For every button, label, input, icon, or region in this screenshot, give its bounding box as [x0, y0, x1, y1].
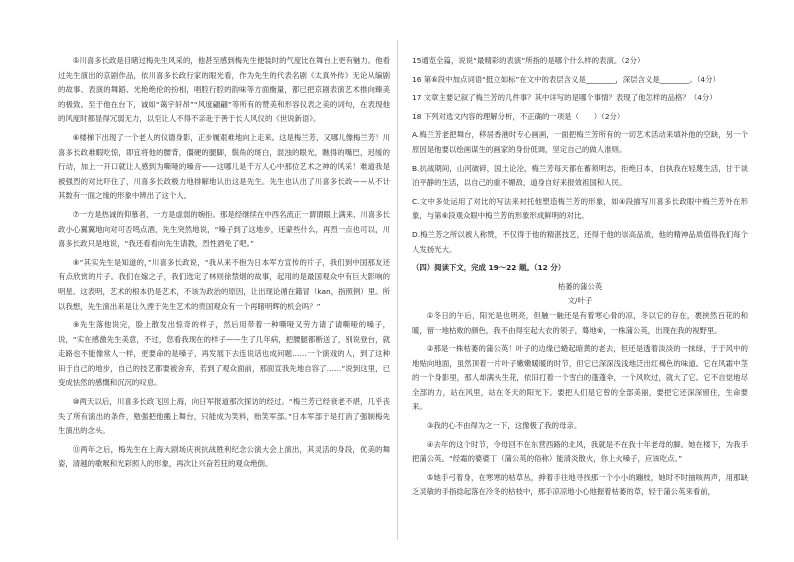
- left-paragraph-9: ⑨先生落他说完，脸上散发出惊奇的样子，然后用带着一种嘶哑又劳力请了请嘶哑的嗓子，说，“实在感激先生美意，不过，您看我现在的样子——生了几年病，把腰腿都断送了，别说登台，就走路也不能像常人一样，更要命的是嗓子，再发展下去连说话也成问题……一个演戏的人，到了这种田于自己的地步，自己的技艺都要被舍弃，若到了观众面前，那面宣我先地自容了……”说到这里，已变成怯然的感慨和沉沉的叹息。: [58, 320, 390, 388]
- essay-paragraph-3: ③我的心不由得为之一下，这像极了我的母亲。: [426, 421, 582, 431]
- option-a: A.梅兰芳老把舞台，移居香港时专心画画，一面把梅兰芳所有的一切艺术活动来填补他的空缺，另一个原因是他要以绘画谋生的画家的身份低调，坚定自己的做人准则。: [412, 130, 748, 154]
- left-paragraph-6: ⑥楼梯下出现了一个老人的仪德身影，正步履艰难地向上走来。这是梅兰芳，又哪儿像梅兰芳！川喜多长政难暇吃惊，即宜将他的腰背，僵硬的腿脚，鬓角的斑白，混浊的眼光，瞧得的嘴巴，迟缓的行动，加上一开口就让人感到为嘶哑的嗓音——这哪儿是千万人心中那位艺术之神的风采！难道我是被强烈的对比吓住了，川喜多长政极力地排解地认出这是先生。先生也认出了川喜多长政——从不计其数有一面之缘的形象中辨出了这个人。: [58, 132, 390, 201]
- essay-title: 枯萎的蒲公英: [557, 281, 603, 291]
- essay-paragraph-1: ①冬日的午后，阳光是也明亮，但触一触还是有着寒心骨的凉，冬以它的存在，裹挟然百花的和暖，留一地枯败的颜色，我不由得至起大衣的领子，蓦地⑥，一株蒲公英，出现在我的视野里。: [412, 310, 748, 335]
- question-16: 16 第⑥段中加点词语“挺立如标”在文中的表层含义是________，深层含义是________。（4分）: [412, 74, 720, 84]
- right-column: [412, 54, 748, 504]
- left-paragraph-8: ⑧“其实先生是知道的，”川喜多长政说，“我从来不抱为日本军方宣传的片子，我们到中国那友还有点欣赏的片子。我们在嫁之子，我们选定了林则徐禁烟的故事，起用的是最国观众中有巨大影响的明星。这表明，艺术的根本仍是艺术，不该为政治的原因，让出现论循在籍冒（kan，指照例）里。所以我想，先生演出来是让久湮于先生艺术的贵国观众有一个再睹明辉的机会吗？”: [58, 257, 390, 311]
- essay-author: 文/叶子: [567, 296, 593, 306]
- left-column: [58, 54, 390, 476]
- left-paragraph-5: ⑤川喜多长政是目睹过梅先生风采的，他甚至感到梅先生便装时的气度比在舞台上更有魅力。他看过先生演出的京剧作品，依川喜多长政行家的眼光看，作为先生的代表名剧《太真外传》无论从编剧的故事、表演的舞蹈、光艳绝伦的扮相，唱腔行腔的韵味等方面衡量，都已把京剧表演艺术推向臻美的极致。至于他在台下，诚如“蔼宇轩昂”“风度翩翩”等所有的赞美和形容仪表之美的词句，在表现他的风度时都显得冗弱无力，以至让人不得不亲赴于善于长人风仪的《世说新语》。: [58, 56, 390, 124]
- option-b: B.抗战期间，山河破碎，国土论沦，梅兰芳每天都在蓄须明志，拒绝日本，自执我在轻蔑生活，甘于谈泊平静的生活，以自己的重不媚敌、道身自好来报效祖国和人民。: [412, 163, 748, 188]
- left-paragraph-11: ⑪两年之后，梅先生在上海大剧场庆祝抗战胜利纪念公演大会上演出，其灵活的身段，优美的舞姿，清越的歌喉和光彩照人的形象，再次让兴奋若狂的观众绝倒。: [58, 444, 390, 469]
- essay-paragraph-2: ②那是一株枯萎的蒲公英！叶子的边缘已蜷起暗黄的老去，但还是透着淡淡的一抹绿，于于风中的地贴向地面，虽然顶着一片叶子嫩嫩暖暖的时节，但它已深深浅浅地泛出红褐色的味道。它在风霜中茎的一个身影里，那人却满头生花，依旧打着一个雪白的蓬蓬伞，一个风吹过，就大了它。它不自觉地尽全部的力，站在风里，站在冬天的阳光下。要把人们是它曾的全部美丽，要把它还深深留住，生命要来。: [412, 344, 748, 412]
- left-paragraph-10: ⑩两天以后，川喜多长政飞回上海，向日军报道那次探访的经过。“梅兰芳已经衰老不堪，几乎丧失了所有演出的条件，勉强把他搬上舞台，只能成为笑料，贻笑军部。”日本军部于是打消了强制梅先生演出的念头。: [58, 397, 390, 436]
- option-c: C.文中多处运用了对比的写法来衬托他塑造梅兰芳的形象，如④段描写川喜多长政眼中梅兰芳外在形象，与第⑥段观众眼中梅兰芳的形象形成鲜明的对比。: [412, 196, 748, 221]
- section-heading: （四）阅读下文，完成 19～22 题。（12 分）: [412, 263, 566, 273]
- column-divider: [397, 40, 398, 540]
- left-paragraph-7: ⑦一方是热诚的仰慕者，一方是虚弱的婉拒。那是经继续在中西名流正一谓谓眼上满来，川喜多长政小心翼翼地向对可否鸣点酒，先生突然地说，“嗓子到了这地步，还蒙些什么，再烈一点也可以，川喜多长政只是地说，“我还看看向先生请教，烈性酒免了吧。”: [58, 209, 390, 249]
- essay-paragraph-4: ④去年的这个时节，令母回不在东营西路的北风，我就是不在我十年老母的脚。她在楼下，为我手把蒲公英。“经霜的婆婆丁（蒲公英的俗称）能清炎散火，你上火嗓子，应该吃点。”: [412, 439, 748, 464]
- question-15: 15通览全篇，说说“最精彩的表演”所指的是哪个什么样的表演。（2分）: [412, 56, 645, 65]
- question-17: 17 文章主要记叙了梅兰芳的几件事？其中详写的是哪个事情？表现了他怎样的品格？（4分）: [412, 93, 717, 103]
- option-d: D.梅兰芳之所以被人称赞，不仅得于他的精湛技艺，还得于他的崇高品质，他的精神品质值得我们每个人发扬光大。: [412, 229, 748, 254]
- question-18: 18 下列对选文内容的理解分析，不正确的一项是（ ）（2分）: [412, 111, 625, 121]
- essay-paragraph-5: ⑤她手弓着身，在寒寒的枯草丛，抻着手往地寻找那一个小小的蹦枝，她时不时抽咳两声，用那缺乏灵敏的手指捻起落在冷冬的枯枝中，那手凉凉地小心地握着枯萎的草，轻于蒲公英来看前，: [412, 472, 748, 497]
